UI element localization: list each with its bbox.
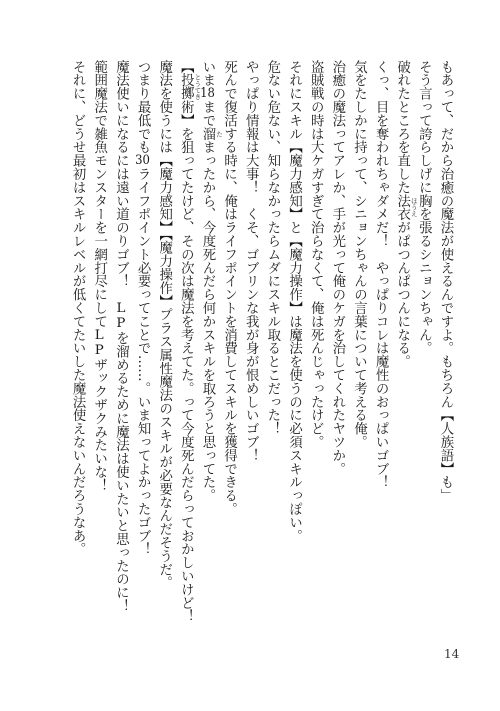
line-text: 範囲魔法で雑魚モンスターを一網打尽にして — [91, 60, 107, 328]
page-number: 14 — [444, 647, 460, 661]
text-line-18 — [66, 60, 88, 620]
line-text: 破れたところを直した — [394, 60, 410, 194]
ruby-group — [199, 127, 223, 141]
ruby-group — [394, 194, 418, 221]
line-text: もあって、だから治癒の魔法が使えるんですよ。もちろん【人族語】も」 — [438, 60, 453, 503]
line-text: まったから、今度死んだら何かスキルを取ろうと思ってた。 — [199, 140, 215, 503]
line-text: 危ない危ない、知らなかったらムダにスキル取るとこだった！ — [264, 60, 280, 436]
text-line-13 — [175, 60, 202, 623]
text-line-10 — [240, 60, 262, 620]
line-text: 【 — [178, 60, 194, 74]
text-line-9 — [261, 60, 283, 620]
line-text: 盗賊戦の時は大ケガすぎて治らなくて、俺は死んじゃったけど。 — [308, 60, 324, 449]
line-text: がぱつんぱつんになる。 — [394, 220, 410, 369]
number-tate-chu-yoko: 18 — [200, 86, 215, 101]
text-line-4 — [369, 60, 391, 620]
line-text: 死んで復活する時に、俺はライフポイントを消費してスキルを獲得できる。 — [221, 60, 237, 516]
text-line-17 — [88, 60, 110, 620]
ruby-text: た — [214, 130, 223, 137]
text-line-2 — [413, 60, 435, 620]
text-line-3 — [391, 60, 418, 620]
line-text: そう言って誇らしげに胸を張るシニョンちゃん。 — [416, 60, 432, 355]
text-line-14 — [153, 60, 175, 620]
ruby-text: ほうえ — [409, 197, 418, 218]
text-line-6 — [326, 60, 348, 620]
ruby-base: 投擲 — [178, 73, 194, 101]
ruby-text: とうてき — [193, 73, 202, 100]
line-text: やっぱり情報は大事！ くそ、ゴブリンな我が身が恨めしいゴブ！ — [243, 60, 259, 462]
text-line-11 — [218, 60, 240, 620]
ruby-base: 法衣 — [394, 194, 410, 221]
latin-upright: LP — [91, 328, 107, 358]
line-text: それに、どうせ最初はスキルレベルが低くてたいした魔法使えないんだろうなあ。 — [70, 60, 86, 556]
latin-upright: LP — [113, 301, 129, 332]
text-line-15 — [131, 60, 153, 620]
text-line-8 — [283, 60, 305, 620]
line-text: 気をたしかに持って、シニョンちゃんの言葉について考える俺。 — [351, 60, 367, 449]
line-text: それにスキル【魔力感知】と【魔力操作】は魔法を使うのに必須スキルっぽい。 — [286, 60, 302, 543]
text-line-1 — [434, 60, 456, 620]
line-text: 術】を狙ってたけど、その次は魔法を考えてた。って今度死んだらっておかしいけど！ — [178, 100, 194, 623]
page-body — [66, 60, 456, 623]
text-line-16 — [110, 60, 132, 620]
line-text: ライフポイント必要ってことで……。いま知ってよかったゴブ！ — [135, 167, 151, 556]
line-text: まで — [199, 100, 215, 128]
number-tate-chu-yoko: 30 — [135, 153, 150, 168]
line-text: いま — [199, 60, 215, 87]
line-text: くっ、目を奪われちゃダメだ！ やっぱりコレは魔性のおっぱいゴブ！ — [373, 60, 389, 489]
text-line-12 — [193, 60, 223, 620]
line-text: 魔法を使うには【魔力感知】【魔力操作】プラス属性魔法のスキルが必要なんだそうだ。 — [156, 60, 172, 590]
text-line-5 — [348, 60, 370, 620]
ruby-group — [178, 73, 202, 101]
line-text: を溜めるために魔法は使いたいと思ったのに！ — [113, 331, 129, 613]
line-text: 治癒の魔法ってアレか、手が光って俺のケガを治してくれたヤツか。 — [329, 60, 345, 476]
line-text: つまり最低でも — [135, 60, 151, 154]
ruby-base: 溜 — [199, 127, 215, 141]
line-text: 魔法使いになるには遠い道のりゴブ！ — [113, 60, 129, 302]
line-text: ザックザクみたいな！ — [91, 358, 107, 492]
text-line-7 — [305, 60, 327, 620]
